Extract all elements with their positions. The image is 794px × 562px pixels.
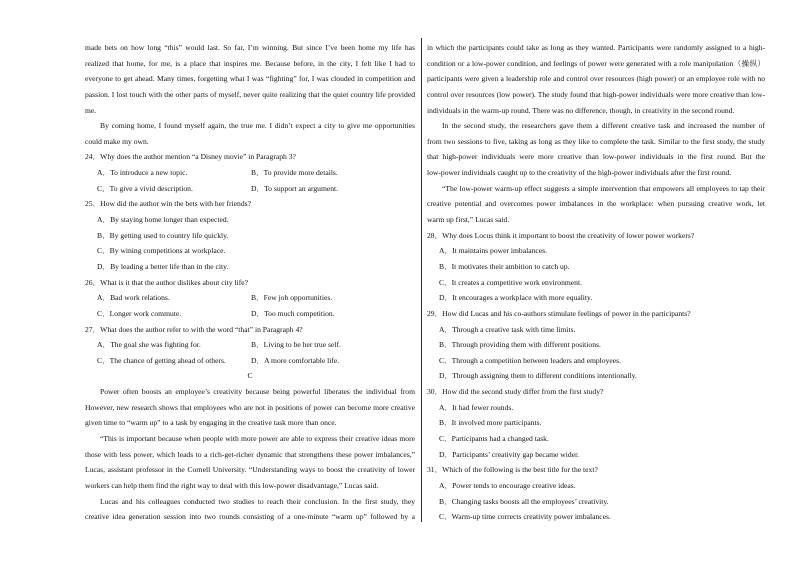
text-line: realized that home, for me, is a place that inspires me. Because before, in the city, I felt like I had to [85, 58, 415, 68]
option-row [85, 290, 415, 306]
text-line: could make my own. [85, 136, 149, 146]
text-line: everyone to get ahead. Many times, forgetting what I was “fighting” for, I was clouded in competition and [85, 74, 415, 84]
text-line: low-power individuals caught up to the creativity of the high-power individuals after the first round. [427, 168, 732, 178]
text-line: participants were given a leadership role and control over resources (high power) or an employee role with no [427, 74, 765, 84]
question: 30．How did the second study differ from the first study? [427, 387, 604, 397]
option-row [85, 181, 415, 197]
option: C．To give a vivid description. [97, 183, 193, 193]
question: 25．How did the author win the bets with her friends? [85, 199, 251, 209]
option: C．Participants had a changed task. [439, 434, 549, 444]
option: C．Warm-up time corrects creativity power imbalances. [439, 512, 611, 522]
text-line: By coming home, I found myself again, the true me. I didn’t expect a city to give me opportunities [100, 121, 415, 131]
option: A．It had fewer rounds. [439, 402, 514, 412]
option: D．Through assigning them to different conditions intentionally. [439, 371, 637, 381]
text-line: Lucas and his colleagues conducted two studies to reach their conclusion. In the first study, they [100, 496, 415, 506]
option: A．It maintains power imbalances. [439, 246, 547, 256]
right-column [427, 40, 765, 525]
option-row [85, 353, 415, 369]
option: D．By leading a better life than in the city. [97, 261, 229, 271]
text-line: me. [85, 105, 97, 115]
option: A．Bad work relations. [97, 293, 170, 303]
option-row [85, 306, 415, 322]
question: 28．Why does Locus think it important to boost the creativity of lower power workers? [427, 230, 695, 240]
option: C．By wining competitions at workplace. [97, 246, 226, 256]
option: B．Through providing them with different positions. [439, 340, 601, 350]
option: D．Too much competition. [251, 308, 335, 318]
option: C．The chance of getting ahead of others. [97, 355, 226, 365]
section-heading: C [247, 371, 253, 381]
option: D．Participants’ creativity gap became wider. [439, 449, 580, 459]
text-line: those with less power, which leads to a rich-get-richer dynamic that strengthens these power imbalances,” [85, 449, 415, 459]
text-line: passion. I lost touch with the other parts of myself, never quite realizing that the quiet country life provided [85, 89, 415, 99]
text-line: made bets on how long “this” would last. So far, I’m winning. But since I’ve been home my life has [85, 43, 415, 52]
option: A．Through a creative task with time limits. [439, 324, 576, 334]
option: B．It involved more participants. [439, 418, 542, 428]
text-line: “This is important because when people with more power are able to express their creative ideas more [100, 434, 415, 444]
text-line: creative potential and overcomes power imbalances in the workplace: when pursuing creative work, let [427, 199, 765, 209]
option-row [85, 337, 415, 353]
text-line: In the second study, the researchers gave them a different creative task and increased the number of [442, 121, 765, 131]
text-line: control over resources (low power). The study found that high-power individuals were more creative than low- [427, 89, 765, 99]
text-line: However, new research shows that employees who are not in positions of power can become more creative [85, 402, 415, 412]
question: 27．What does the author refer to with the word “that” in Paragraph 4? [85, 324, 303, 334]
option: A．By staying home longer than expected. [97, 215, 229, 225]
text-line: condition or a low-power condition, and feelings of power were generated with a role manipulation（操纵） [427, 58, 765, 68]
option: A．The goal she was fighting for. [97, 340, 201, 350]
option: A．To introduce a new topic. [97, 168, 188, 178]
text-line: warm up first,” Lucas said. [427, 215, 510, 225]
question: 24．Why does the author mention “a Disney movie” in Paragraph 3? [85, 152, 296, 162]
text-line: creative idea generation session into two rounds consisting of a one-minute “warm up” followed by a [85, 512, 415, 522]
option: D．A more comfortable life. [251, 355, 340, 365]
option: A．Power tends to encourage creative ideas. [439, 480, 576, 490]
text-line: that high-power individuals were more creative than low-power individuals in the first round. But the [427, 152, 765, 162]
text-line: individuals in the warm-up round. There was no difference, though, in creativity in the second round. [427, 105, 735, 115]
option: B．By getting used to country life quickly. [97, 230, 229, 240]
question: 29．How did Lucas and his co-authors stimulate feelings of power in the participants? [427, 308, 691, 318]
question: 26．What is it that the author dislikes about city life? [85, 277, 249, 287]
option: B．Living to be her true self. [251, 340, 341, 350]
text-line: Power often boosts an employee’s creativity because being powerful liberates the individual from [100, 387, 415, 397]
option: D．To support an argument. [251, 183, 339, 193]
option: C．Longer work commute. [97, 308, 182, 318]
option: B．Changing tasks boosts all the employees’ creativity. [439, 496, 609, 506]
option: C．It creates a competitive work environment. [439, 277, 582, 287]
option: B．To provide more details. [251, 168, 338, 178]
option: D．It encourages a workplace with more equality. [439, 293, 593, 303]
option: B．It motivates their ambition to catch up. [439, 261, 570, 271]
option: B．Few job opportunities. [251, 293, 333, 303]
text-line: Lucas, assistant professor in the Cornell University. “Understanding ways to boost the creativity of lower [85, 465, 415, 475]
text-line: in which the participants could take as long as they wanted. Participants were randomly assigned to a high- [427, 43, 765, 52]
text-line: “The low-power warm-up effect suggests a simple intervention that empowers all employees to tap their [442, 183, 765, 193]
option-row [85, 165, 415, 181]
option: C．Through a competition between leaders and employees. [439, 355, 621, 365]
left-column [85, 40, 415, 525]
column-divider [421, 38, 422, 522]
text-line: from two sessions to five, taking as long as they like to complete the task. Similar to the first study, the study [427, 136, 765, 146]
text-line: workers can help them find the right way to deal with this low-power disadvantage,” Lucas said. [85, 480, 379, 490]
text-line: given time to “warm up” to a task by engaging in the creative task more than once. [85, 418, 337, 428]
question: 31．Which of the following is the best title for the text? [427, 465, 598, 475]
